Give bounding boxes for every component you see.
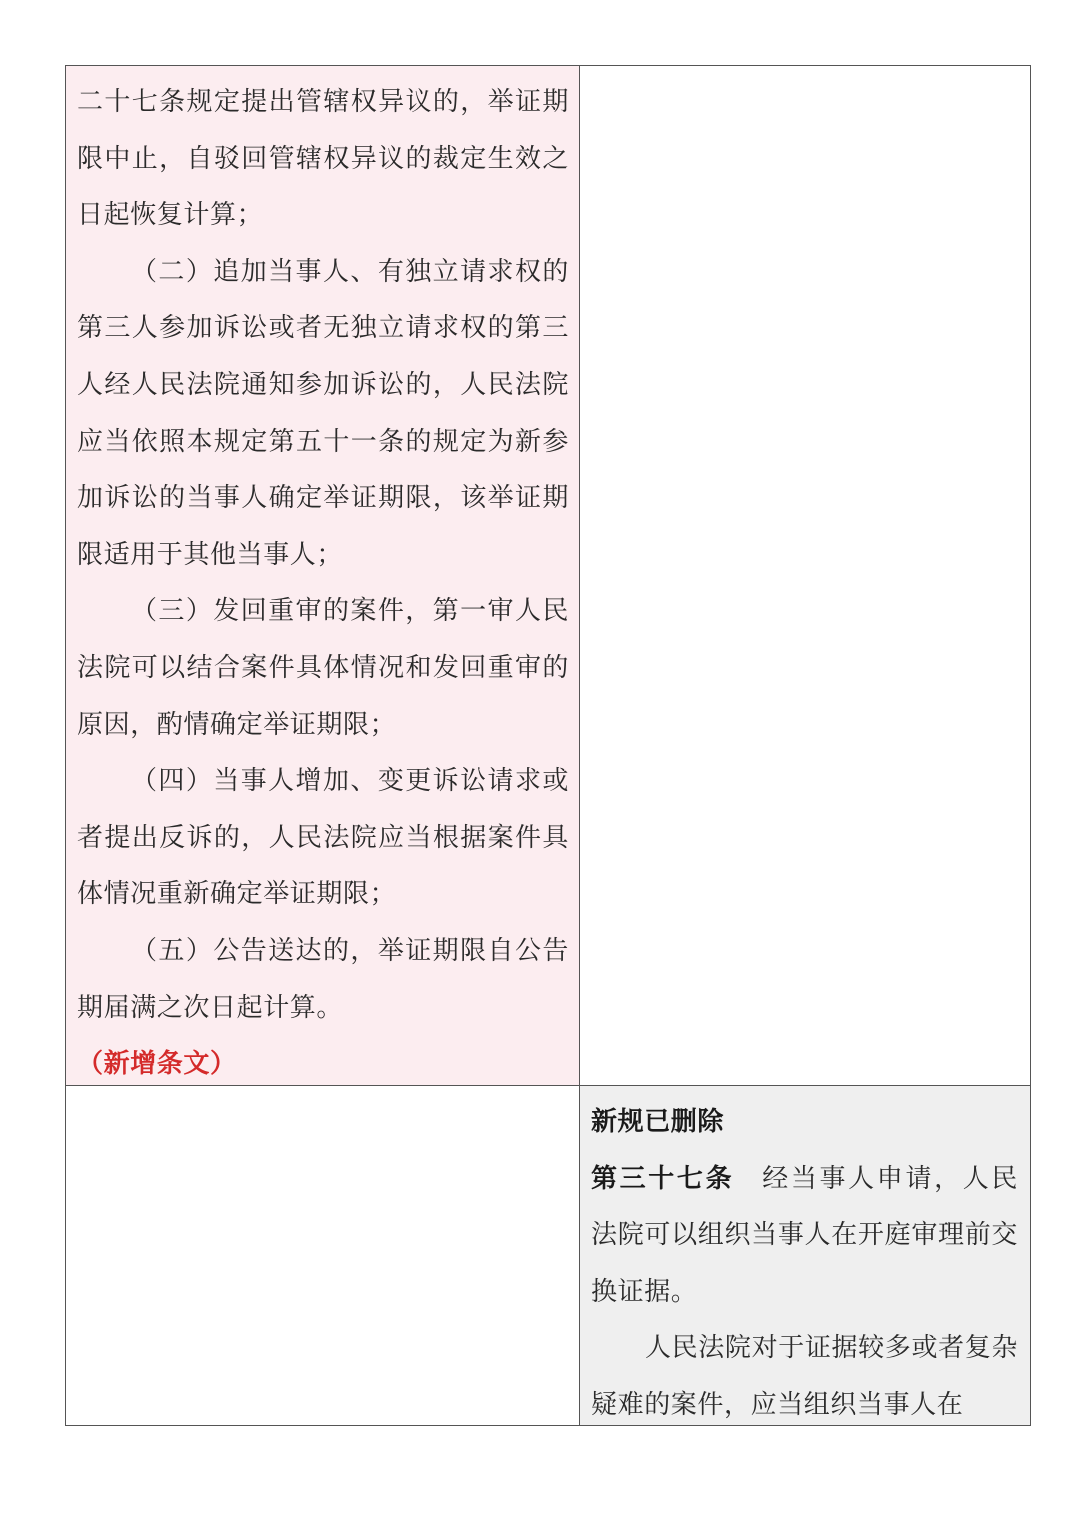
clause-item-5: （五）公告送达的，举证期限自公告期届满之次日起计算。: [77, 935, 569, 1023]
old-rule-cell: [580, 1086, 1030, 1425]
clause-item-4: （四）当事人增加、变更诉讼请求或者提出反诉的，人民法院应当根据案件具体情况重新确定举证期限；: [77, 766, 569, 910]
new-rule-cell-empty: [66, 1086, 580, 1425]
new-clause-note: （新增条文）: [77, 1049, 237, 1080]
clause-item-2: （二）追加当事人、有独立请求权的第三人参加诉讼或者无独立请求权的第三人经人民法院通知参加诉讼的，人民法院应当依照本规定第五十一条的规定为新参加诉讼的当事人确定举证期限，该举证期限适用于其他当事人；: [77, 256, 569, 570]
clause-item-3: （三）发回重审的案件，第一审人民法院可以结合案件具体情况和发回重审的原因，酌情确定举证期限；: [77, 596, 569, 740]
comparison-table: [65, 65, 1031, 1426]
article-label: 第三十七条: [591, 1163, 735, 1194]
clause-continuation: 二十七条规定提出管辖权异议的，举证期限中止，自驳回管辖权异议的裁定生效之日起恢复计算；: [77, 87, 569, 231]
deleted-heading: 新规已删除: [591, 1107, 725, 1137]
new-rule-cell: [66, 66, 580, 1086]
old-rule-cell-empty: [580, 66, 1030, 1086]
article-37: [591, 1151, 1018, 1321]
article-37-paragraph-2: 人民法院对于证据较多或者复杂疑难的案件，应当组织当事人在: [591, 1333, 1018, 1420]
article-text: 经当事人申请，人民法院可以组织当事人在开庭审理前交换证据。: [591, 1163, 1018, 1307]
